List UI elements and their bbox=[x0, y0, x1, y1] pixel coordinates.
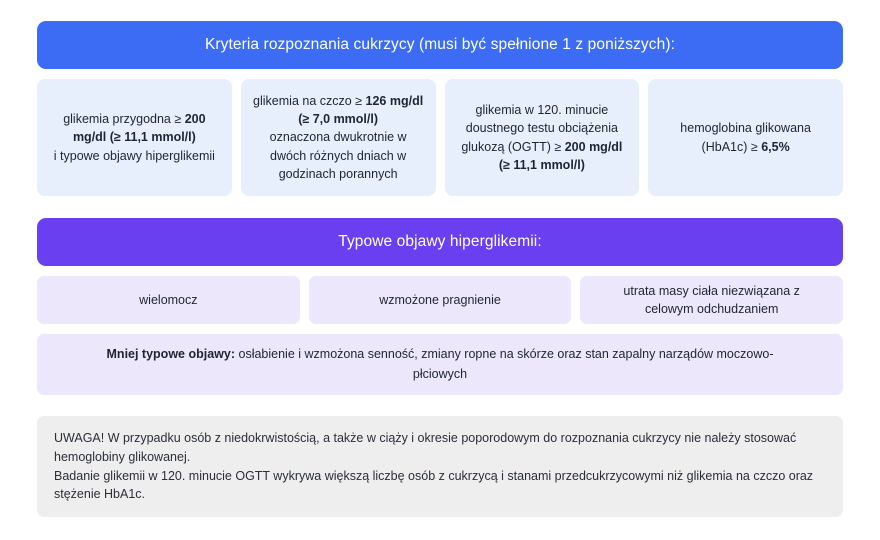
criterion-random-glucose bbox=[37, 79, 232, 196]
symptom-polyuria bbox=[37, 276, 300, 324]
less-typical-text bbox=[97, 345, 783, 384]
criterion-threshold: 6,5% bbox=[761, 139, 790, 154]
less-typical-body: osłabienie i wzmożona senność, zmiany ropne na skórze oraz stan zapalny narządów moczowo-płciowych bbox=[235, 347, 774, 381]
less-typical-symptoms bbox=[37, 334, 843, 395]
criterion-text-rest: i typowe objawy hiperglikemii bbox=[53, 148, 215, 163]
criteria-row bbox=[37, 79, 843, 196]
symptoms-row bbox=[37, 276, 843, 324]
symptom-label: wzmożone pragnienie bbox=[379, 292, 501, 307]
symptoms-title: Typowe objawy hiperglikemii: bbox=[338, 233, 542, 250]
criterion-text-pre: glikemia przygodna ≥ bbox=[63, 112, 185, 127]
symptom-label: utrata masy ciała niezwiązana z celowym odchudzaniem bbox=[623, 283, 800, 316]
criterion-ogtt bbox=[445, 79, 640, 196]
symptom-thirst bbox=[309, 276, 572, 324]
warning-note bbox=[37, 416, 843, 517]
criteria-header bbox=[37, 21, 843, 69]
criterion-hba1c bbox=[648, 79, 843, 196]
criterion-fasting-glucose bbox=[241, 79, 436, 196]
warning-note-line1: UWAGA! W przypadku osób z niedokrwistością, a także w ciąży i okresie poporodowym do rozpoznania cukrzycy nie należy stosować hemoglobiny glikowanej. bbox=[54, 431, 797, 464]
criterion-threshold: 200 mg/dl (≥ 11,1 mmol/l) bbox=[498, 139, 623, 172]
criterion-threshold: 126 mg/dl (≥ 7,0 mmol/l) bbox=[298, 94, 424, 127]
criterion-text bbox=[658, 119, 833, 155]
criterion-text bbox=[455, 101, 630, 174]
criterion-threshold: 200 mg/dl (≥ 11,1 mmol/l) bbox=[72, 112, 206, 145]
criterion-text bbox=[251, 92, 426, 183]
criterion-text-pre: glikemia w 120. minucie doustnego testu obciążenia glukozą (OGTT) ≥ bbox=[461, 103, 618, 154]
criterion-text bbox=[47, 110, 222, 164]
symptom-label: wielomocz bbox=[139, 292, 198, 307]
criterion-text-rest: oznaczona dwukrotnie w dwóch różnych dniach w godzinach porannych bbox=[269, 130, 407, 181]
criteria-title: Kryteria rozpoznania cukrzycy (musi być spełnione 1 z poniższych): bbox=[204, 36, 676, 53]
warning-note-line2: Badanie glikemii w 120. minucie OGTT wykrywa większą liczbę osób z cukrzycą i stanami przedcukrzycowymi niż glikemia na czczo oraz stężenie HbA1c. bbox=[54, 468, 814, 502]
criterion-text-pre: hemoglobina glikowana (HbA1c) ≥ bbox=[680, 121, 811, 154]
criterion-text-pre: glikemia na czczo ≥ bbox=[253, 94, 366, 109]
symptom-weight-loss bbox=[580, 276, 843, 324]
less-typical-label: Mniej typowe objawy: bbox=[106, 347, 236, 362]
symptoms-header bbox=[37, 218, 843, 266]
